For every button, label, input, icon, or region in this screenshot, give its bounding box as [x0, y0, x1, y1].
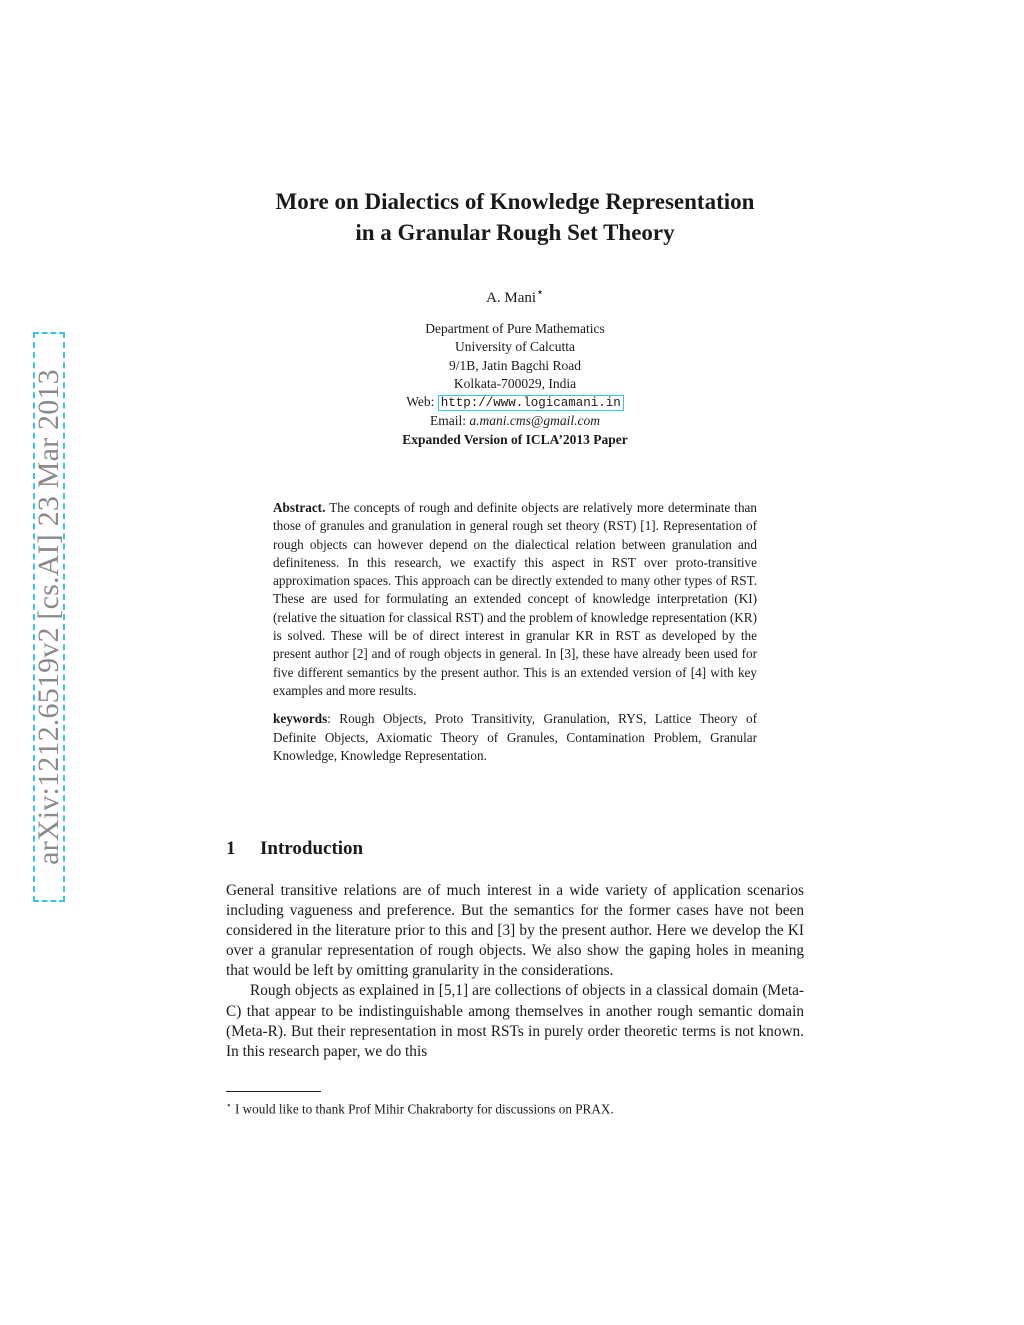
author-name — [200, 284, 830, 307]
affiliation-dept: Department of Pure Mathematics — [425, 321, 605, 336]
body-text — [226, 881, 804, 1062]
title-line-2: in a Granular Rough Set Theory — [355, 220, 675, 245]
section-title: Introduction — [260, 838, 364, 859]
email-label: Email: — [430, 413, 467, 429]
keywords-label: keywords — [273, 711, 328, 727]
affiliation-city: Kolkata-700029, India — [453, 375, 577, 391]
section-number: 1 — [226, 838, 236, 859]
affiliation-email — [300, 412, 730, 430]
abstract-block — [273, 499, 757, 765]
affiliation-block — [300, 320, 730, 449]
footnote-mark: ⋆ — [226, 1100, 232, 1110]
section-heading — [226, 838, 363, 860]
abstract-label: Abstract. — [273, 500, 326, 515]
paper-title — [200, 186, 830, 248]
arxiv-stamp-link[interactable] — [33, 332, 65, 902]
affiliation-street: 9/1B, Jatin Bagchi Road — [449, 357, 581, 373]
email-address: a.mani.cms@gmail.com — [469, 413, 600, 429]
abstract-text: The concepts of rough and definite objects are relatively more determinate than those of granules and granulation in general rough set theory (RST) [1]. Representation of rough objects can however depend on the dialectical relation between granulation and definiteness. In this research, we exactify this aspect in RST over proto-transitive approximation spaces. This approach can be directly extended to many other types of RST. These are used for formulating an extended concept of knowledge interpretation (KI)(relative the situation for classical RST) and the problem of knowledge representation (KR) is solved. These will be of direct interest in granular KR in RST as developed by the present author [2] and of rough objects in general. In [3], these have already been used for five different semantics by the present author. This is an extended version of [4] with key examples and more results. — [273, 500, 758, 698]
arxiv-identifier: arXiv:1212.6519v2 [cs.AI] 23 Mar 2013 — [32, 369, 65, 865]
author-footnote-mark[interactable]: ⋆ — [536, 285, 544, 299]
affiliation-web — [300, 393, 730, 412]
keywords-paragraph — [273, 710, 757, 765]
expanded-version-note: Expanded Version of ICLA’2013 Paper — [402, 431, 628, 447]
abstract-paragraph — [273, 499, 757, 700]
footnote-text: I would like to thank Prof Mihir Chakraborty for discussions on PRAX. — [234, 1101, 614, 1117]
affiliation-university: University of Calcutta — [455, 339, 575, 355]
title-line-1: More on Dialectics of Knowledge Representation — [275, 189, 755, 214]
footnote-rule — [226, 1091, 321, 1092]
footnote — [226, 1096, 804, 1118]
web-label: Web: — [406, 394, 435, 410]
body-paragraph-1: General transitive relations are of much interest in a wide variety of application scenarios including vagueness and preference. But the semantics for the former cases have not been considered in the literature prior to this and [3] by the present author. Here we develop the KI over a granular representation of rough objects. We also show the gaping holes in meaning that would be left by omitting granularity in the considerations. — [226, 882, 804, 980]
author-text: A. Mani — [486, 290, 537, 306]
keywords-text: : Rough Objects, Proto Transitivity, Granulation, RYS, Lattice Theory of Definite Objects, Axiomatic Theory of Granules, Contamination Problem, Granular Knowledge, Knowledge Representation. — [273, 711, 757, 763]
body-paragraph-2: Rough objects as explained in [5,1] are collections of objects in a classical domain (Meta-C) that appear to be indistinguishable among themselves in another rough semantic domain (Meta-R). But their representation in most RSTs in purely order theoretic terms is not known. In this research paper, we do this — [226, 982, 804, 1060]
web-url-link[interactable]: http://www.logicamani.in — [438, 395, 624, 411]
